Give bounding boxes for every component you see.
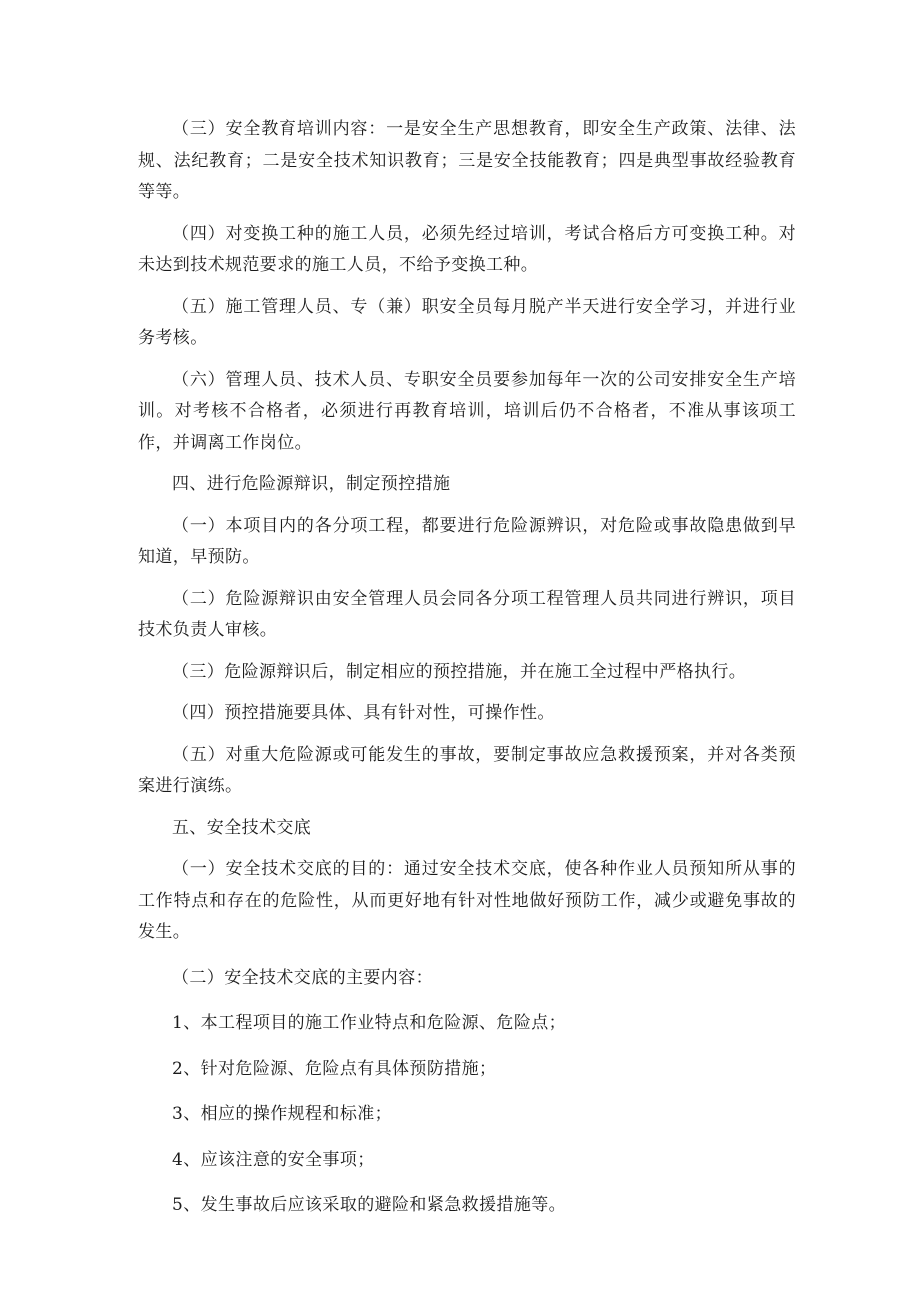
list-item: 2、针对危险源、危险点有具体预防措施； [172,1058,497,1079]
paragraph-briefing-content: （二）安全技术交底的主要内容： [172,967,433,988]
paragraph-briefing-purpose: （一）安全技术交底的目的：通过安全技术交底，使各种作业人员预知所从事的工作特点和存在的危险性，从而更好地有针对性地做好预防工作，减少或避免事故的发生。 [138,859,796,942]
paragraph-job-change-training: （四）对变换工种的施工人员，必须先经过培训，考试合格后方可变换工种。对未达到技术规范要求的施工人员，不给予变换工种。 [138,223,796,275]
list-item: 1、本工程项目的施工作业特点和危险源、危险点； [172,1013,567,1033]
paragraph-annual-training: （六）管理人员、技术人员、专职安全员要参加每年一次的公司安排安全生产培训。对考核不合格者，必须进行再教育培训，培训后仍不合格者，不准从事该项工作，并调离工作岗位。 [138,369,796,453]
list-item: 4、应该注意的安全事项； [172,1149,375,1170]
list-item: 3、相应的操作规程和标准； [172,1104,393,1124]
paragraph-hazard-identification-review: （二）危险源辩识由安全管理人员会同各分项工程管理人员共同进行辨识，项目技术负责人审核。 [138,588,796,640]
paragraph-control-measures: （三）危险源辩识后，制定相应的预控措施，并在施工全过程中严格执行。 [172,661,747,682]
section-heading-safety-briefing: 五、安全技术交底 [172,817,312,838]
paragraph-emergency-plan: （五）对重大危险源或可能发生的事故，要制定事故应急救援预案，并对各类预案进行演练。 [138,744,796,796]
paragraph-measures-specific: （四）预控措施要具体、具有针对性，可操作性。 [172,703,555,723]
document-body [138,114,796,1232]
section-heading-hazard-identification: 四、进行危险源辩识，制定预控措施 [172,474,451,494]
paragraph-monthly-study: （五）施工管理人员、专（兼）职安全员每月脱产半天进行安全学习，并进行业务考核。 [138,296,796,348]
list-item: 5、发生事故后应该采取的避险和紧急救援措施等。 [172,1195,567,1215]
paragraph-hazard-identification-scope: （一）本项目内的各分项工程，都要进行危险源辨识，对危险或事故隐患做到早知道，早预防。 [138,515,796,567]
paragraph-training-content: （三）安全教育培训内容：一是安全生产思想教育，即安全生产政策、法律、法规、法纪教育；二是安全技术知识教育；三是安全技能教育；四是典型事故经验教育等等。 [138,119,796,202]
